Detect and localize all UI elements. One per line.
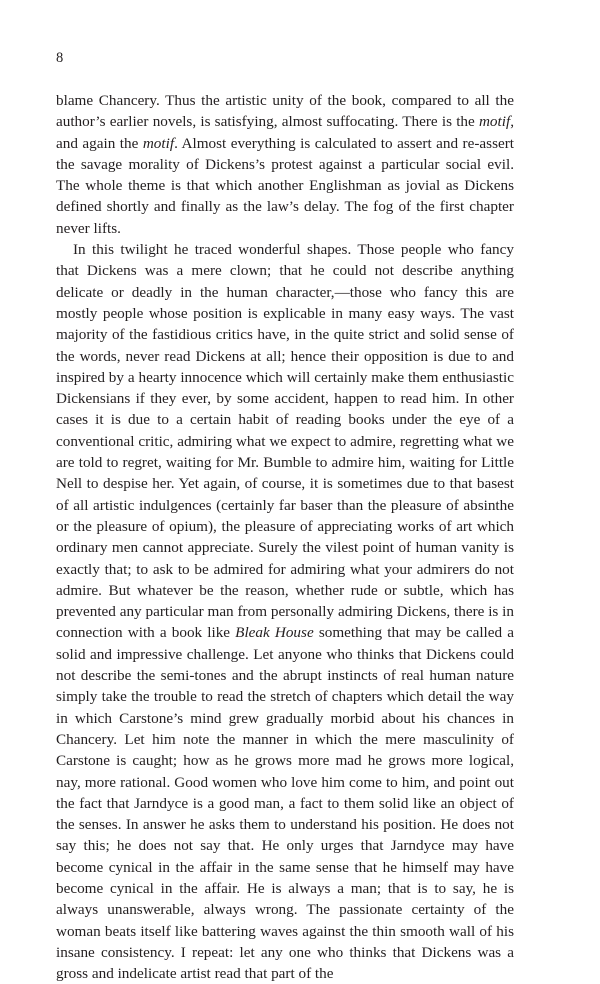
body-text: [56, 90, 514, 984]
text-segment: blame Chancery. Thus the artistic unity of the book, compared to all the author’s earlier novels, is satisfying, almost suffocating. There is the: [56, 92, 514, 131]
italic-word-motif: motif: [142, 134, 175, 152]
italic-book-title: Bleak House: [235, 624, 314, 642]
page-number: 8: [56, 50, 64, 66]
paragraph-2: [56, 239, 514, 984]
text-segment: . Almost everything is calculated to assert and re-assert the savage morality of Dickens’s protest against a particular social evil. The whole theme is that which another Englishman as jovial as Dickens defined shortly and finally as the law’s delay. The fog of the first chapter never lifts.: [56, 134, 514, 237]
text-segment: , and again the: [56, 113, 514, 152]
paragraph-1: [56, 90, 514, 239]
italic-word-motif: motif: [478, 113, 511, 131]
text-segment: In this twilight he traced wonderful shapes. Those people who fancy that Dickens was a mere clown; that he could not describe anything delicate or deadly in the human character,—those who fancy this are mostly people whose position is explicable in many easy ways. The vast majority of the fastidious critics have, in the quite strict and solid sense of the words, never read Dickens at all; hence their opposition is due to and inspired by a hearty innocence which will certainly make them enthusiastic Dickensians if they ever, by some accident, happen to read him. In other cases it is due to a certain habit of reading books under the eye of a conventional critic, admiring what we expect to admire, regretting what we are told to regret, waiting for Mr. Bumble to admire him, waiting for Little Nell to despise her. Yet again, of course, it is sometimes due to that basest of all artistic indulgences (certainly far baser than the pleasure of absinthe or the pleasure of opium), the pleasure of appreciating works of art which ordinary men cannot appreciate. Surely the vilest point of human vanity is exactly that; to ask to be admired for admiring what your admirers do not admire. But whatever be the reason, whether rude or subtle, which has prevented any particular man from personally admiring Dickens, there is in connection with a book like: [56, 241, 514, 642]
text-segment: something that may be called a solid and impressive challenge. Let anyone who thinks that Dickens could not describe the semi-tones and the abrupt instincts of real human nature simply take the trouble to read the stretch of chapters which detail the way in which Carstone’s mind grew gradually morbid about his chances in Chancery. Let him note the manner in which the mere masculinity of Carstone is caught; how as he grows more mad he grows more logical, nay, more rational. Good women who love him come to him, and point out the fact that Jarndyce is a good man, a fact to them solid like an object of the senses. In answer he asks them to understand his position. He does not say this; he does not say that. He only urges that Jarndyce may have become cynical in the affair in the same sense that he himself may have become cynical in the affair. He is always a man; that is to say, he is always unanswerable, always wrong. The passionate certainty of the woman beats itself like battering waves against the thin smooth wall of his insane consistency. I repeat: let any one who thinks that Dickens was a gross and indelicate artist read that part of the: [56, 624, 514, 983]
